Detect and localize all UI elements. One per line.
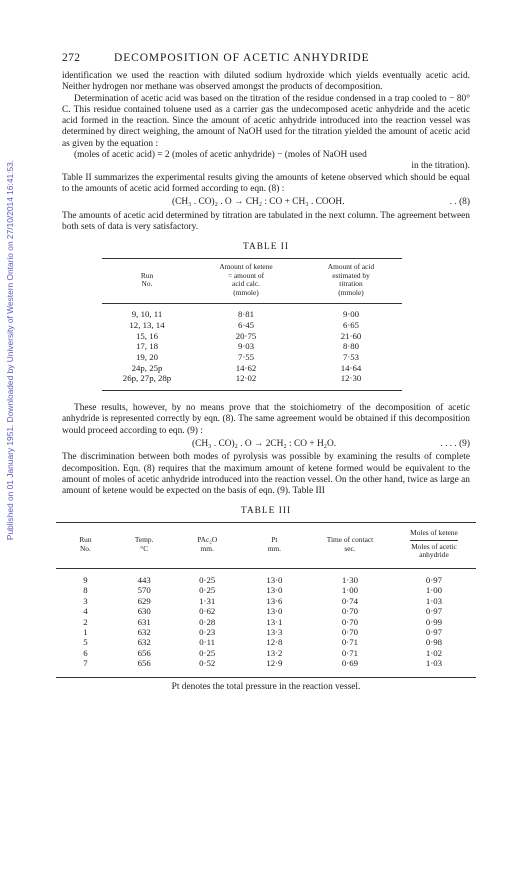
table-2-cell: 8·80 (342, 341, 360, 352)
download-watermark (2, 30, 18, 670)
table-3-cell: 0·70 (341, 626, 359, 637)
table-3-row (56, 648, 476, 658)
table-3-title: TABLE III (240, 506, 292, 517)
table-3 (56, 522, 476, 677)
table-3-cell: 656 (137, 647, 151, 658)
table-3-cell: 632 (137, 626, 151, 637)
table-3-header-contact-time: Time of contact sec. (308, 523, 392, 569)
table-3-cell: 0·97 (425, 574, 443, 585)
paragraph-4: The amounts of acetic acid determined by titration are tabulated in the next column. The agreement between both sets of data is very satisfactory. (62, 210, 470, 232)
table-3-cell: 12·8 (266, 637, 283, 648)
table-3-row (56, 585, 476, 595)
table-3-cell: 5 (83, 637, 88, 648)
table-2-cell: 19, 20 (136, 351, 158, 362)
equation-8-number: . . (8) (449, 197, 470, 208)
table-2-cell: 6·45 (237, 319, 255, 330)
running-title: DECOMPOSITION OF ACETIC ANHYDRIDE (114, 52, 370, 64)
table-3-cell: 1·00 (341, 585, 359, 596)
table-2-cell: 17, 18 (136, 341, 158, 352)
equation-8 (62, 197, 470, 208)
paragraph-5: These results, however, by no means prove that the stoichiometry of the decomposition of acetic anhydride is represented correctly by eqn. (8). The same agreement would be obtained if this decomposition would proceed according to eqn. (9) : (62, 403, 470, 436)
table-3-body (56, 568, 476, 677)
table-3-row (56, 568, 476, 585)
table-3-cell: 0·69 (341, 658, 359, 669)
table-2-header-run: Run No. (102, 259, 192, 304)
table-3-cell: 0·97 (425, 626, 443, 637)
paragraph-2: Determination of acetic acid was based on the titration of the residue condensed in a trap cooled to − 80° C. This residue contained toluene used as a carrier gas the undecomposed acetic anhydride and the acetic acid formed in the reaction. Since the amount of acetic anhydride introduced into the reaction vessel was determined by direct weighing, the amount of NaOH used for the titration yielded the amount of acetic acid as given by the equation : (62, 93, 470, 149)
table-3-cell: 570 (137, 585, 151, 596)
table-2-cell: 8·81 (237, 309, 255, 320)
table-3-cell: 0·98 (425, 637, 443, 648)
paragraph-3: Table II summarizes the experimental results giving the amounts of ketene observed which should be equal to the amounts of acetic acid formed according to eqn. (8) : (62, 172, 470, 194)
table-2-row (102, 304, 402, 320)
table-3-cell: 1·30 (341, 574, 359, 585)
table-3-cell: 443 (137, 574, 151, 585)
table-2 (102, 258, 402, 391)
table-2-cell: 12·02 (235, 373, 257, 384)
table-3-cell: 0·99 (425, 616, 443, 627)
table-2-cell: 14·64 (340, 362, 362, 373)
table-3-cell: 1·02 (425, 647, 443, 658)
table-2-cell: 12·30 (340, 373, 362, 384)
table-3-cell: 0·11 (199, 637, 216, 648)
table-2-cell: 26p, 27p, 28p (122, 373, 172, 384)
table-3-cell: 13·1 (266, 616, 283, 627)
table-3-cell: 0·70 (341, 616, 359, 627)
paragraph-6: The discrimination between both modes of pyrolysis was possible by examining the results of complete decomposition. Eqn. (8) requires that the maximum amount of ketene formed would be equivalent to the amount of moles of acetic anhydride introduced into the reaction vessel. On the other hand, twice as large an amount of ketene would be expected on the basis of eqn. (9). Table III (62, 452, 470, 497)
table-3-cell: 0·25 (199, 647, 216, 658)
table-2-cell: 20·75 (235, 330, 257, 341)
table-3-row (56, 637, 476, 647)
equation-8-body: (CH₃ . CO)₂ . O → CH₂ : CO + CH₃ . COOH. (172, 197, 345, 208)
table-3-cell: 631 (137, 616, 151, 627)
table-3-row (56, 617, 476, 627)
equation-moles-continuation: in the titration). (411, 161, 470, 172)
table-3-cell: 12·9 (266, 658, 283, 669)
table-3-header-total-pressure: Pt mm. (241, 523, 308, 569)
download-watermark-text: Published on 01 January 1951. Downloaded by University of Western Ontario on 27/10/2014 16:41:53. (5, 159, 16, 541)
table-2-cell: 7·53 (342, 351, 360, 362)
table-3-cell: 13·0 (266, 574, 283, 585)
table-3-cell: 0·71 (341, 647, 359, 658)
table-3-cell: 0·71 (341, 637, 359, 648)
journal-page (62, 52, 470, 692)
table-2-cell: 9·03 (237, 341, 255, 352)
table-3-row (56, 606, 476, 616)
table-3-cell: 13·3 (266, 626, 283, 637)
page-number: 272 (62, 52, 81, 64)
table-2-row (102, 352, 402, 363)
table-3-cell: 3 (83, 595, 88, 606)
table-3-cell: 7 (83, 658, 88, 669)
table-2-cell: 12, 13, 14 (129, 319, 165, 330)
table-3-cell: 0·52 (199, 658, 216, 669)
table-2-row (102, 373, 402, 390)
table-3-cell: 630 (137, 606, 151, 617)
table-3-cell: 9 (83, 574, 88, 585)
table-2-row (102, 341, 402, 352)
table-3-cell: 0·62 (199, 606, 216, 617)
table-3-cell: 4 (83, 606, 88, 617)
table-3-cell: 1·00 (425, 585, 443, 596)
table-3-cell: 632 (137, 637, 151, 648)
table-3-footnote: Pt denotes the total pressure in the reaction vessel. (171, 681, 361, 692)
table-3-cell: 0·97 (425, 606, 443, 617)
table-3-cell: 0·23 (199, 626, 216, 637)
equation-9-number: . . . . (9) (440, 438, 470, 449)
equation-9 (62, 439, 470, 450)
table-2-cell: 24p, 25p (131, 362, 163, 373)
table-3-cell: 13·0 (266, 606, 283, 617)
table-2-cell: 9, 10, 11 (131, 309, 163, 320)
equation-moles: (moles of acetic acid) = 2 (moles of acetic anhydride) − (moles of NaOH used (74, 150, 367, 161)
table-2-title: TABLE II (242, 242, 290, 253)
table-3-header-run: Run No. (56, 523, 115, 569)
table-2-row (102, 320, 402, 331)
table-2-header-acid: Amount of acid estimated by titration (mmole) (300, 259, 402, 304)
table-2-row (102, 331, 402, 342)
table-2-cell: 7·55 (237, 351, 255, 362)
table-3-cell: 656 (137, 658, 151, 669)
table-2-cell: 21·60 (340, 330, 362, 341)
table-2-cell: 14·62 (235, 362, 257, 373)
table-3-cell: 1 (83, 626, 88, 637)
table-3-cell: 0·25 (199, 574, 216, 585)
table-3-header-temp: Temp. °C (115, 523, 174, 569)
table-3-cell: 629 (137, 595, 151, 606)
table-3-cell: 0·28 (199, 616, 216, 627)
table-2-cell: 15, 16 (136, 330, 158, 341)
table-3-header-pressure-ac2o: PAc₂O mm. (174, 523, 241, 569)
table-3-cell: 2 (83, 616, 88, 627)
table-3-cell: 13·6 (266, 595, 283, 606)
table-2-cell: 6·65 (342, 319, 360, 330)
table-3-header-mole-ratio: Moles of ketene Moles of acetic anhydride (392, 523, 476, 569)
table-3-cell: 1·03 (425, 595, 443, 606)
equation-9-body: (CH₃ . CO)₂ . O → 2CH₂ : CO + H₂O. (192, 438, 337, 449)
paragraph-1: identification we used the reaction with diluted sodium hydroxide which yields eventually acetic acid. Neither hydrogen nor methane was observed amongst the products of decomposition. (62, 71, 470, 93)
table-3-cell: 0·70 (341, 606, 359, 617)
table-2-cell: 9·00 (342, 309, 360, 320)
table-3-cell: 0·74 (341, 595, 359, 606)
table-3-cell: 13·2 (266, 647, 283, 658)
table-3-cell: 0·25 (199, 585, 216, 596)
table-3-cell: 13·0 (266, 585, 283, 596)
table-3-row (56, 658, 476, 677)
table-2-row (102, 363, 402, 374)
table-3-row (56, 596, 476, 606)
table-2-body (102, 304, 402, 391)
table-2-header-ketene: Amount of ketene = amount of acid calc. (mmole) (192, 259, 300, 304)
table-3-cell: 6 (83, 647, 88, 658)
table-3-cell: 1·03 (425, 658, 443, 669)
table-3-row (56, 627, 476, 637)
page-header (62, 52, 470, 64)
table-3-cell: 1·31 (199, 595, 216, 606)
table-3-cell: 8 (83, 585, 88, 596)
